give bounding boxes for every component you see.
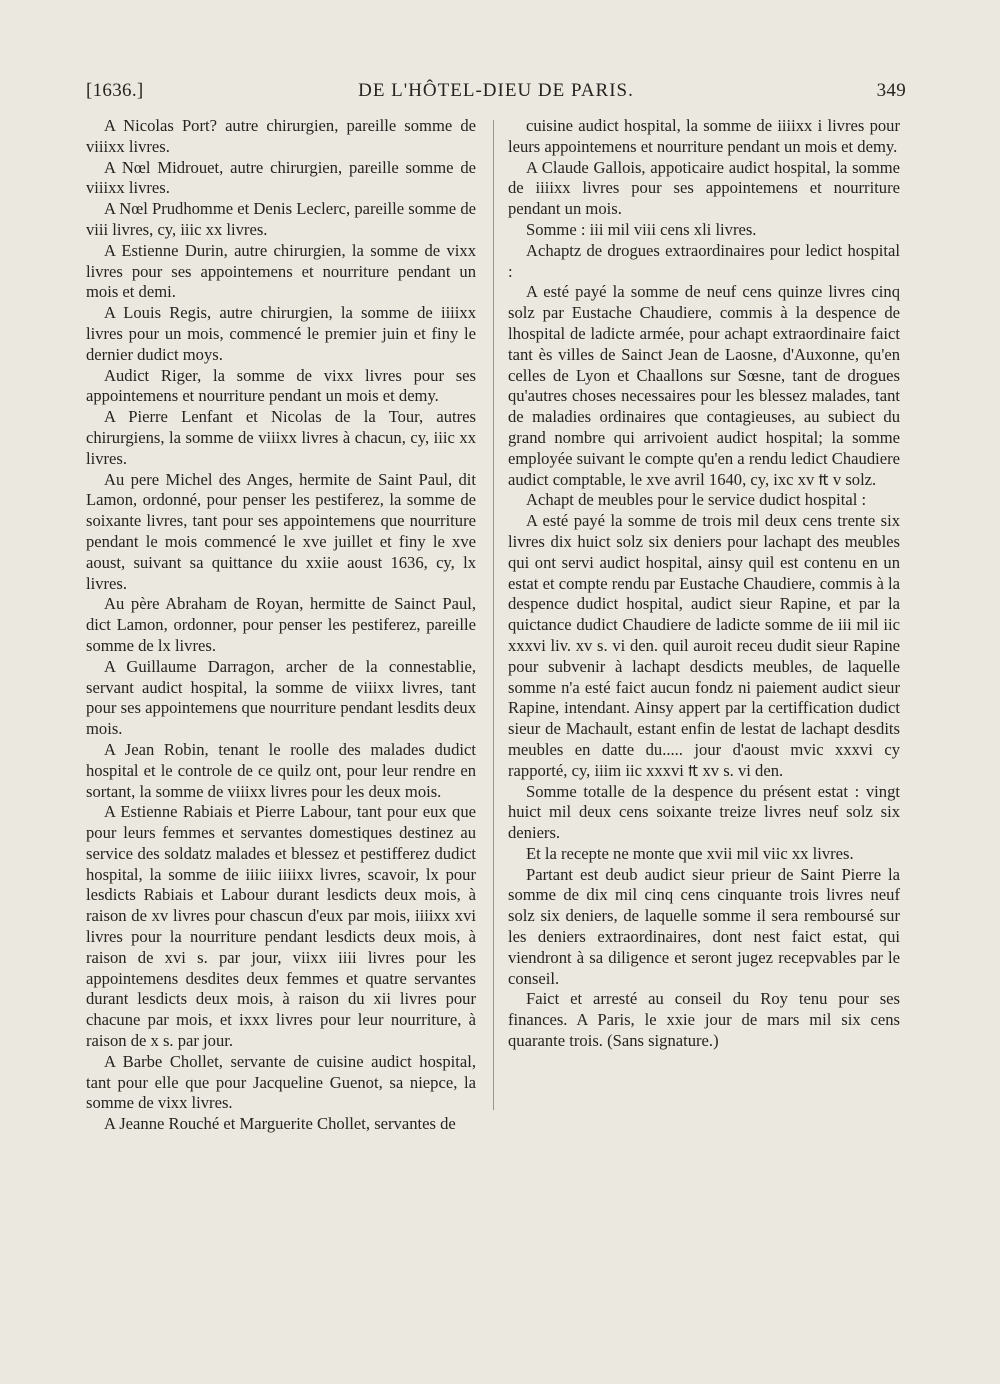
paragraph: A Claude Gallois, appoticaire audict hospital, la somme de iiiixx livres pour ses appointemens et nourriture pendant un mois. — [508, 157, 900, 219]
paragraph: Faict et arresté au conseil du Roy tenu pour ses finances. A Paris, le xxie jour de mars mil six cens quarante trois. (Sans signature.) — [508, 989, 900, 1051]
paragraph: A Louis Regis, autre chirurgien, la somme de iiiixx livres pour un mois, commencé le premier juin et finy le dernier dudict moys. — [86, 303, 476, 364]
paragraph: A esté payé la somme de neuf cens quinze livres cinq solz par Eustache Chaudiere, commis à la despence de lhospital de ladicte armée, pour achapt extraordinaire faict tant ès villes de Sainct Jean de Laosne, d'Auxonne, qu'en celles de Lyon et Chaallons sur Sœsne, tant de drogues qu'autres choses necessaires pour les blessez malades, tant de maladies ordinaires que contagieuses, au subiect du grand nombre qui arrivoient audict hospital; la somme employée suivant le compte qu'en a rendu ledict Chaudiere audict comptable, le xve avril 1640, cy, ixc xv ₶ v solz. — [508, 282, 900, 489]
paragraph: A Barbe Chollet, servante de cuisine audict hospital, tant pour elle que pour Jacqueline Guenot, sa niepce, la somme de vixx livres. — [86, 1051, 476, 1113]
running-header — [86, 80, 906, 108]
paragraph: A Estienne Durin, autre chirurgien, la somme de vixx livres pour ses appointemens et nourriture pendant un mois et demi. — [86, 240, 476, 302]
header-year: [1636.] — [86, 80, 144, 101]
paragraph: Audict Riger, la somme de vixx livres pour ses appointemens et nourriture pendant un mois et demy. — [86, 365, 476, 406]
column-divider — [493, 120, 494, 1110]
paragraph: A Nœl Midrouet, autre chirurgien, pareille somme de viiixx livres. — [86, 157, 476, 198]
left-column — [86, 116, 476, 1135]
right-column — [508, 116, 900, 1052]
paragraph: A Pierre Lenfant et Nicolas de la Tour, autres chirurgiens, la somme de viiixx livres à chacun, cy, iiic xx livres. — [86, 407, 476, 468]
paragraph: Somme : iii mil viii cens xli livres. — [526, 219, 757, 239]
paragraph: A Jean Robin, tenant le roolle des malades dudict hospital et le controle de ce quilz ont, pour leur rendre en sortant, la somme de viiixx livres pour les deux mois. — [86, 739, 476, 801]
paragraph: Au pere Michel des Anges, hermite de Saint Paul, dit Lamon, ordonné, pour penser les pestiferez, la somme de soixante livres, tant pour ses appointemens que nourriture pendant le mois commencé le xve juillet et finy le xve aoust, suivant sa quittance du xxiie aoust 1636, cy, lx livres. — [86, 469, 476, 593]
header-title: DE L'HÔTEL-DIEU DE PARIS. — [358, 80, 634, 101]
paragraph: A Guillaume Darragon, archer de la connestablie, servant audict hospital, la somme de viiixx livres, tant pour ses appointemens que nourriture pendant lesdits deux mois. — [86, 656, 476, 739]
paragraph: Achaptz de drogues extraordinaires pour ledict hospital : — [508, 240, 900, 281]
page-number: 349 — [876, 80, 906, 101]
paragraph: A Nœl Prudhomme et Denis Leclerc, pareille somme de viii livres, cy, iiic xx livres. — [86, 199, 476, 239]
paragraph: Somme totalle de la despence du présent estat : vingt huict mil deux cens soixante treize livres neuf solz six deniers. — [508, 781, 900, 843]
paragraph: A esté payé la somme de trois mil deux cens trente six livres dix huict solz six deniers pour lachapt des meubles qui ont servi audict hospital, ainsy quil est contenu en un estat et compte rendu par Eustache Chaudiere, commis à la despence dudict hospital, audict sieur Rapine, et par la quictance dudict Chaudiere de ladicte somme de iii mil iic xxxvi liv. xv s. vi den. quil auroit receu dudit sieur Rapine pour subvenir à lachapt desdicts meubles, de laquelle somme n'a esté faict aucun fondz ni paiement audict sieur Rapine, intendant. Ainsy appert par la certiffication dudict sieur de Machault, estant enfin de lestat de lachapt desdits meubles en datte du..... jour d'aoust mvic xxxvi cy rapporté, cy, iiim iic xxxvi ₶ xv s. vi den. — [508, 511, 900, 780]
paragraph: Et la recepte ne monte que xvii mil viic xx livres. — [526, 843, 854, 863]
paragraph: A Estienne Rabiais et Pierre Labour, tant pour eux que pour leurs femmes et servantes domestiques destinez au service des soldatz malades et blessez et pestifferez dudict hospital, la somme de iiiic iiiixx livres, scavoir, lx pour lesdicts Rabiais et Labour durant lesdicts deux mois, à raison de xv livres pour chascun d'eux par mois, iiiixx xvi livres pour la nourriture pendant lesdicts deux mois, à raison de xvi s. par jour, viixx iiii livres pour les appointemens desdites deux femmes et quatre servantes durant lesdicts deux mois, à raison du xii livres pour chacune par mois, et ixxx livres pour leur nourriture, à raison de x s. par jour. — [86, 802, 476, 1051]
paragraph: Au père Abraham de Royan, hermitte de Sainct Paul, dict Lamon, ordonner, pour penser les pestiferez, pareille somme de lx livres. — [86, 594, 476, 655]
paragraph: A Jeanne Rouché et Marguerite Chollet, servantes de — [104, 1114, 456, 1134]
paragraph: Achapt de meubles pour le service dudict hospital : — [526, 490, 867, 510]
paragraph: A Nicolas Port? autre chirurgien, pareille somme de viiixx livres. — [86, 116, 476, 156]
paragraph: cuisine audict hospital, la somme de iiiixx i livres pour leurs appointemens et nourriture pendant un mois et demy. — [508, 116, 900, 156]
paragraph: Partant est deub audict sieur prieur de Saint Pierre la somme de dix mil cinq cens cinquante trois livres neuf solz six deniers, de laquelle somme il sera remboursé sur les deniers extraordinaires, dont nest faict estat, qui viendront à sa diligence et seront jugez recepvables par le conseil. — [508, 864, 900, 988]
